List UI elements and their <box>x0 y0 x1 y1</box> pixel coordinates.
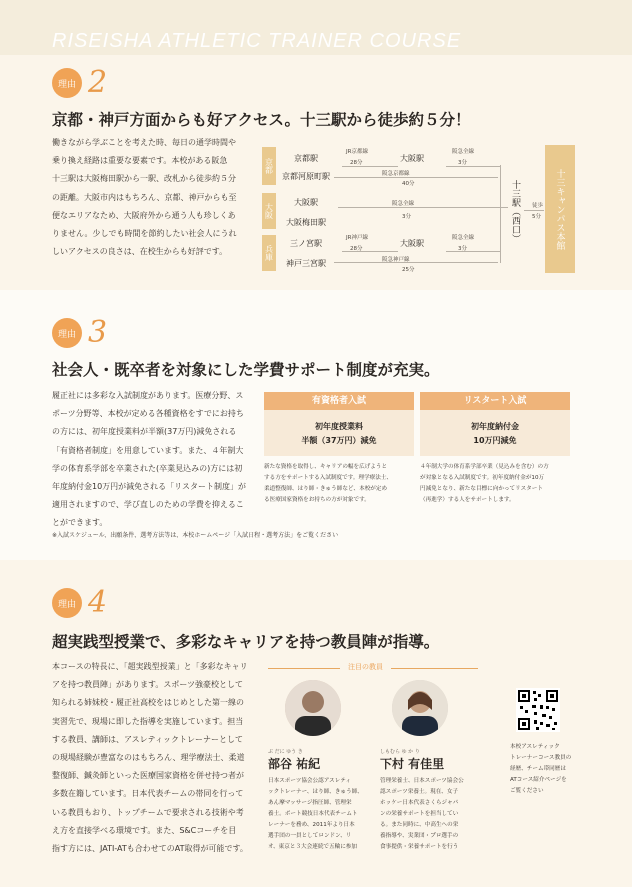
region-kyoto: 京都 <box>262 147 276 185</box>
support-card-qualified <box>264 392 414 506</box>
station: 京都駅 <box>294 154 318 163</box>
line-label: 阪急全線 <box>392 201 415 207</box>
line-time: 3分 <box>402 214 411 220</box>
reason-4 <box>52 585 108 620</box>
teacher-name: 下村 有佳里 <box>380 757 445 771</box>
teacher-ruby: ぶ だに ゆう き <box>268 749 303 755</box>
mid-station: 大阪駅 <box>400 154 424 163</box>
reason-number: 3 <box>88 315 108 350</box>
section-3-body: 履正社には多彩な入試制度があります。医療分野、ス ポーツ分野等、本校が定める各種資格をすでにお持ち の方には、初年度授業料が半額(37万円)減免される 「有資格者制度」を用意しています。また、４年制大 学の体育系学部を卒業された(卒業見込みの)方には初 年度納付金10万円が減免される「リスタート制度」が 適用されますので、学び直しのための学費を抑えるこ とができます。 <box>52 391 247 528</box>
region-hyogo: 兵庫 <box>262 235 276 271</box>
station: 三ノ宮駅 <box>290 239 322 248</box>
teachers-label: 注目の教員 <box>340 662 391 672</box>
support-title: 有資格者入試 <box>264 392 414 410</box>
teacher-desc: 管理栄養士、日本スポーツ協会公 認スポーツ栄養士。現在、女子 ホッケー日本代表さくらジャパ ンの栄養サポートを担当してい る。また同時に、中高生への栄 養指導や、実業団・プロ選手の 食事提供・栄養サポートを行う <box>380 778 464 850</box>
line-time: 3分 <box>458 160 467 166</box>
reason-badge: 理由 <box>52 68 82 98</box>
support-desc: ４年制大学の体育系学部卒業（見込みを含む）の方 が対象となる入試制度です。初年度納付金が10万 円減免となり、新たな目標に向かってリスタート （再進学）する人をサポートします。 <box>420 464 549 503</box>
campus-label: 十三キャンパス本館 <box>545 145 575 273</box>
qr-note: 本校アスレティック トレーナーコース教員の 経歴、チーム帯同歴は ATコース紹介ページを ご覧ください <box>510 744 572 794</box>
mid-station: 大阪駅 <box>400 239 424 248</box>
region-osaka: 大阪 <box>262 193 276 229</box>
section-4-heading: 超実践型授業で、多彩なキャリアを持つ教員陣が指導。 <box>52 633 440 651</box>
section-3-heading: 社会人・既卒者を対象にした学費サポート制度が充実。 <box>52 361 440 379</box>
station: 大阪梅田駅 <box>286 218 326 227</box>
support-lead: 初年度授業料 半額（37万円）減免 <box>264 410 414 456</box>
reason-badge: 理由 <box>52 318 82 348</box>
teacher-photo <box>285 680 341 736</box>
line-time: 28分 <box>350 160 363 166</box>
line-label: JR京都線 <box>346 149 368 155</box>
juso-station: 十三駅（西口） <box>510 180 520 243</box>
reason-number: 2 <box>88 65 108 100</box>
teacher-photo <box>392 680 448 736</box>
teacher-desc: 日本スポーツ協会公認アスレティ ックトレーナー、はり師、きゅう師、 あん摩マッサージ指圧師、管理栄 養士。ボート競技日本代表チームト レーナーを務め、2011年より日本 選手団の一員としてロンドン、リ オ、東京と３大会連続で五輪に参加 <box>268 778 363 850</box>
teacher-name: 部谷 祐紀 <box>268 757 321 771</box>
walk-time: 5分 <box>532 214 541 220</box>
station: 京都河原町駅 <box>282 172 330 181</box>
line-time: 28分 <box>350 246 363 252</box>
line-label: 阪急全線 <box>452 235 475 241</box>
line-label: 阪急京都線 <box>382 171 410 177</box>
line-label: JR神戸線 <box>346 235 368 241</box>
reason-number: 4 <box>88 585 108 620</box>
line-time: 25分 <box>402 267 415 273</box>
qr-code-icon[interactable] <box>516 688 560 732</box>
reason-3 <box>52 315 108 350</box>
line-time: 40分 <box>402 181 415 187</box>
support-title: リスタート入試 <box>420 392 570 410</box>
station: 大阪駅 <box>294 198 318 207</box>
teacher-ruby: しもむら ゆ か り <box>380 749 420 755</box>
walk-label: 徒歩 <box>532 203 544 209</box>
support-lead: 初年度納付金 10万円減免 <box>420 410 570 456</box>
support-card-restart <box>420 392 570 506</box>
section-3-footnote: ※入試スケジュール、出願条件、選考方法等は、本校ホームページ「入試日程・選考方法」をご覧ください <box>52 532 339 539</box>
section-2-body: 働きながら学ぶことを考えた時、毎日の通学時間や 乗り換え経路は重要な要素です。本校がある阪急 十三駅は大阪梅田駅から一駅、改札から徒歩約５分 の距離。大阪市内はもちろん、京都、神戸からも至 便なエリアなため、大阪府外から通う人も珍しくあ りません。少しでも時間を節約したい社会人にうれ しいアクセスの良さは、在校生からも好評です。 <box>52 138 237 257</box>
teacher-2 <box>380 748 480 853</box>
route-map <box>262 145 587 273</box>
support-desc: 新たな資格を取得し、キャリアの幅を広げようと する方をサポートする入試制度です。理学療法士、 柔道整復師、はり師・きゅう師など、本校が定め る医療国家資格をお持ちの方が対象です。 <box>264 464 393 503</box>
line-label: 阪急全線 <box>452 149 475 155</box>
header-title: RISEISHA ATHLETIC TRAINER COURSE <box>52 30 462 52</box>
line-time: 3分 <box>458 246 467 252</box>
line-label: 阪急神戸線 <box>382 257 410 263</box>
teacher-1 <box>268 748 368 853</box>
section-4-body: 本コースの特長に、「超実践型授業」と「多彩なキャリ アを持つ教員陣」があります。スポーツ強豪校として 知られる姉妹校・履正社高校をはじめとした第一線の 実習先で、現場に即した指導を実施しています。担当 する教員、講師は、アスレティックトレーナーとして の現場経験が豊富なのはもちろん、理学療法士、柔道 整復師、鍼灸師といった医療国家資格を併せ持つ者が 多数在籍しています。日本代表チームの帯同を行って いる教員もおり、トップチームで要求される技術や考 え方を直接学べる環境です。また、S&Cコーチを目 指す方には、JATI-ATも合わせてのAT取得が可能です。 <box>52 662 248 854</box>
reason-2 <box>52 65 108 100</box>
section-2-heading: 京都・神戸方面からも好アクセス。十三駅から徒歩約５分！ <box>52 111 471 129</box>
reason-badge: 理由 <box>52 588 82 618</box>
station: 神戸三宮駅 <box>286 259 326 268</box>
